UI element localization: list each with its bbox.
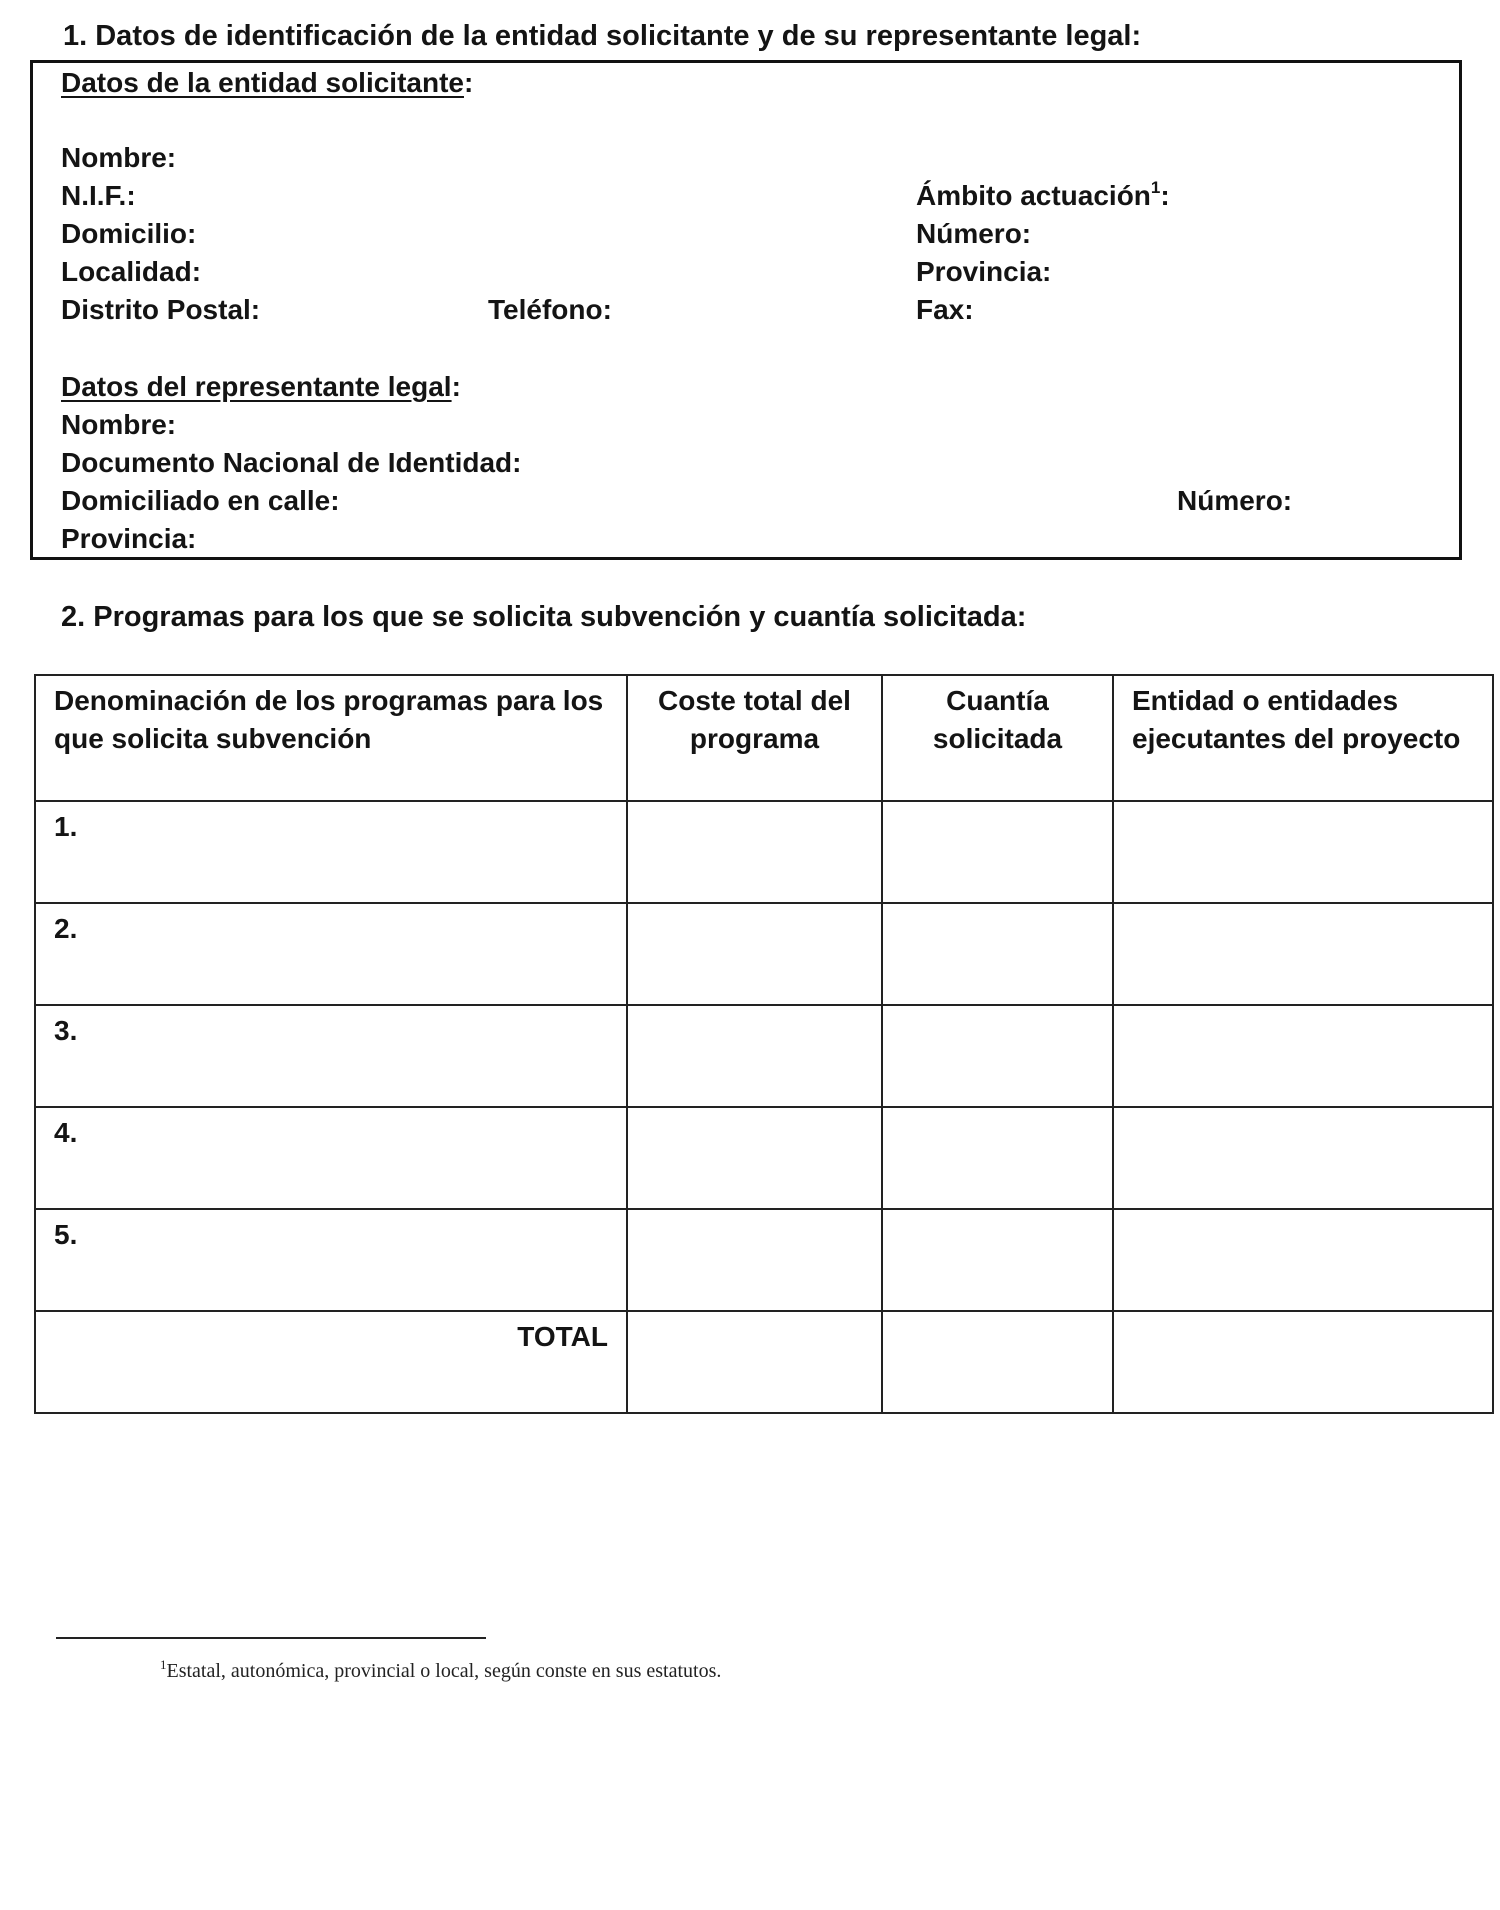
row-number: 2.	[35, 903, 627, 1005]
col-header-total-cost: Coste total del programa	[627, 675, 882, 801]
entity-name-label: Nombre:	[61, 142, 177, 173]
representative-section-title	[61, 371, 461, 403]
table-row	[35, 1209, 1493, 1311]
col-header-requested-amount: Cuantía solicitada	[882, 675, 1113, 801]
entity-scope-text: Ámbito actuación	[916, 180, 1151, 211]
entity-phone-label: Teléfono:	[488, 294, 612, 325]
row-number: 1.	[35, 801, 627, 903]
entity-section-title	[61, 67, 473, 99]
table-cell	[882, 1311, 1113, 1413]
footnote	[160, 1657, 722, 1683]
entity-fax-label: Fax:	[916, 294, 974, 325]
entity-locality-label: Localidad:	[61, 256, 202, 287]
representative-section-title-text: Datos del representante legal	[61, 371, 452, 402]
footnote-ref-1: 1	[1150, 178, 1161, 197]
entity-scope-colon: :	[1160, 180, 1170, 211]
representative-section-title-colon: :	[451, 371, 461, 402]
entity-scope-label	[916, 180, 1170, 212]
table-row	[35, 1107, 1493, 1209]
table-row	[35, 1005, 1493, 1107]
representative-number-label: Número:	[1177, 485, 1293, 516]
table-cell	[882, 1209, 1113, 1311]
table-cell	[1113, 801, 1493, 903]
row-number: 4.	[35, 1107, 627, 1209]
table-row	[35, 903, 1493, 1005]
table-cell	[1113, 1005, 1493, 1107]
table-header-row	[35, 675, 1493, 801]
table-cell	[1113, 1311, 1493, 1413]
table-cell	[1113, 1209, 1493, 1311]
section-1-heading: 1. Datos de identificación de la entidad solicitante y de su representante legal:	[63, 20, 1142, 52]
representative-name-label: Nombre:	[61, 409, 177, 440]
table-cell	[882, 801, 1113, 903]
table-cell	[627, 801, 882, 903]
table-cell	[1113, 903, 1493, 1005]
total-row	[35, 1311, 1493, 1413]
programs-table	[34, 674, 1494, 1414]
row-number: 5.	[35, 1209, 627, 1311]
table-cell	[627, 1311, 882, 1413]
entity-nif-label: N.I.F.:	[61, 180, 136, 211]
table-cell	[627, 1107, 882, 1209]
col-header-executing-entities: Entidad o entidades ejecutantes del proyecto	[1113, 675, 1493, 801]
col-header-program-name: Denominación de los programas para los que solicita subvención	[35, 675, 627, 801]
table-cell	[627, 903, 882, 1005]
entity-number-label: Número:	[916, 218, 1032, 249]
table-cell	[882, 1005, 1113, 1107]
section-2-heading: 2. Programas para los que se solicita subvención y cuantía solicitada:	[61, 601, 1027, 633]
total-label: TOTAL	[35, 1311, 627, 1413]
table-cell	[1113, 1107, 1493, 1209]
footnote-text: Estatal, autonómica, provincial o local, según conste en sus estatutos.	[166, 1660, 722, 1682]
representative-street-label: Domiciliado en calle:	[61, 485, 340, 516]
entity-section-title-colon: :	[463, 67, 474, 98]
table-cell	[882, 1107, 1113, 1209]
representative-province-label: Provincia:	[61, 523, 197, 554]
entity-section-title-text: Datos de la entidad solicitante	[61, 67, 464, 98]
table-row	[35, 801, 1493, 903]
row-number: 3.	[35, 1005, 627, 1107]
entity-postal-district-label: Distrito Postal:	[61, 294, 261, 325]
table-cell	[882, 903, 1113, 1005]
entity-province-label: Provincia:	[916, 256, 1052, 287]
table-cell	[627, 1209, 882, 1311]
representative-dni-label: Documento Nacional de Identidad:	[61, 447, 522, 478]
footnote-divider	[56, 1637, 486, 1639]
footnote-marker: 1	[160, 1657, 167, 1672]
table-cell	[627, 1005, 882, 1107]
entity-address-label: Domicilio:	[61, 218, 197, 249]
